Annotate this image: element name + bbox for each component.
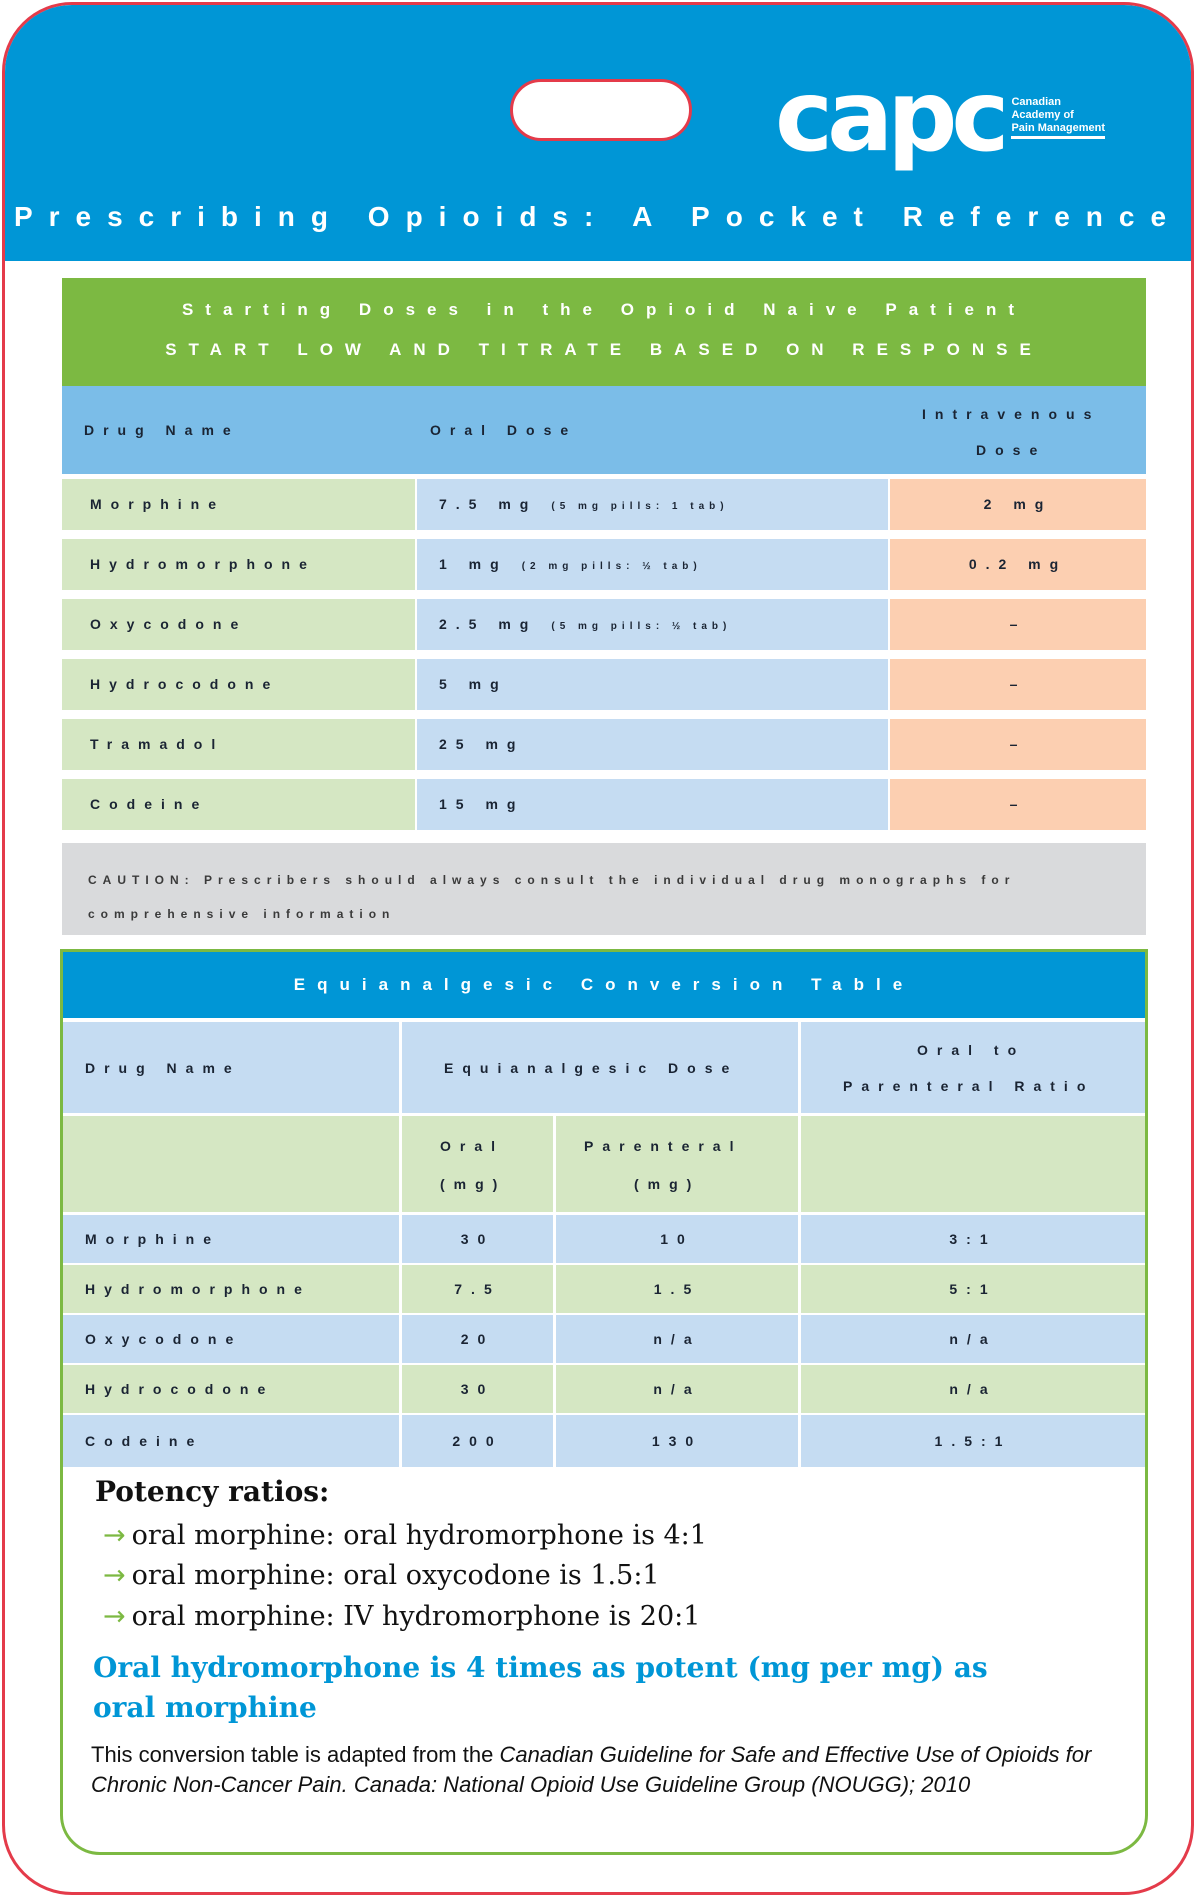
arrow-right-icon: →: [103, 1520, 126, 1551]
source-footnote: [91, 1740, 1131, 1800]
table-row: [62, 539, 1146, 590]
col-oral-dose: Oral Dose: [430, 422, 578, 438]
sub-parenteral-cell: [556, 1116, 798, 1212]
arrow-right-icon: →: [103, 1560, 126, 1591]
capc-logo: [775, 60, 1105, 174]
oral-mg: 30: [460, 1381, 495, 1397]
potency-item: [103, 1601, 700, 1632]
col-drug-name: Drug Name: [84, 422, 240, 438]
col-equianalgesic-cell: [402, 1022, 798, 1113]
col-drug-name-cell: [63, 1022, 399, 1113]
drug-name: Oxycodone: [85, 1331, 243, 1347]
potency-item-text: oral morphine: oral oxycodone is 1.5:1: [131, 1560, 660, 1591]
footnote-text: This conversion table is adapted from the: [91, 1742, 500, 1767]
card-title: Prescribing Opioids: A Pocket Reference: [13, 201, 1183, 232]
parenteral-mg: 130: [651, 1433, 703, 1449]
subheader-empty-cell: [801, 1116, 1145, 1212]
oral-mg: 30: [460, 1231, 495, 1247]
potency-item: [103, 1560, 660, 1591]
ratio: n/a: [949, 1381, 997, 1397]
starting-doses-header: [62, 386, 1146, 474]
sub-parenteral-unit: (mg): [634, 1176, 701, 1192]
oral-dose: 7.5 mg: [439, 496, 538, 512]
col-ratio-cell: [801, 1022, 1145, 1113]
ratio: 1.5:1: [934, 1433, 1012, 1449]
parenteral-mg: n/a: [653, 1381, 701, 1397]
logo-subtitle: Canadian Academy of Pain Management: [1011, 96, 1105, 139]
col-equianalgesic-dose: Equianalgesic Dose: [444, 1060, 739, 1076]
drug-name: Hydrocodone: [90, 676, 280, 692]
conversion-table-title: Equianalgesic Conversion Table: [63, 952, 1145, 1018]
col-ratio-line1: Oral to: [917, 1042, 1026, 1058]
arrow-right-icon: →: [103, 1601, 126, 1632]
iv-dose: –: [1009, 736, 1027, 752]
drug-name: Tramadol: [90, 736, 225, 752]
oral-dose: 5 mg: [439, 676, 508, 692]
oral-dose: 2.5 mg: [439, 616, 538, 632]
col-iv-dose-line1: Intravenous: [922, 406, 1101, 422]
potency-heading: Potency ratios:: [95, 1475, 330, 1508]
col-drug-name: Drug Name: [85, 1060, 241, 1076]
col-iv-dose-line2: Dose: [976, 442, 1047, 458]
oral-mg: 200: [452, 1433, 503, 1449]
table-row: [62, 479, 1146, 530]
oral-dose-note: (5 mg pills: ½ tab): [551, 621, 732, 632]
drug-name: Hydromorphone: [90, 556, 316, 572]
col-ratio-line2: Parenteral Ratio: [843, 1078, 1095, 1094]
ratio: 5:1: [949, 1281, 997, 1297]
oral-dose-note: (5 mg pills: 1 tab): [551, 501, 729, 512]
iv-dose: 2 mg: [983, 496, 1053, 512]
caution-note: CAUTION: Prescribers should always consult the individual drug monographs for comprehensive information: [62, 843, 1146, 935]
potency-item-text: oral morphine: IV hydromorphone is 20:1: [131, 1601, 701, 1632]
potency-item-text: oral morphine: oral hydromorphone is 4:1: [131, 1520, 707, 1551]
potency-item: [103, 1520, 707, 1551]
starting-doses-banner: [62, 278, 1146, 386]
iv-dose: –: [1009, 676, 1027, 692]
drug-name: Hydrocodone: [85, 1381, 275, 1397]
subheader-empty-cell: [63, 1116, 399, 1212]
oral-dose: 1 mg: [439, 556, 508, 572]
drug-name: Oxycodone: [90, 616, 248, 632]
table-row: [63, 1215, 1145, 1263]
oral-dose-note: (2 mg pills: ½ tab): [521, 561, 702, 572]
banner-line-1: Starting Doses in the Opioid Naive Patient: [181, 300, 1027, 319]
banner-line-2: START LOW AND TITRATE BASED ON RESPONSE: [165, 340, 1043, 359]
table-row: [63, 1315, 1145, 1363]
table-row: [62, 719, 1146, 770]
sub-oral-cell: [402, 1116, 553, 1212]
table-row: [63, 1265, 1145, 1313]
drug-name: Codeine: [85, 1433, 204, 1449]
oral-mg: 20: [460, 1331, 495, 1347]
parenteral-mg: 10: [660, 1231, 694, 1247]
footnote-citation: Canadian Guideline for Safe and Effective Use of Opioids for Chronic Non-Cancer Pain. Canada: National Opioid Use Guideline Group (NOUGG); 2010: [91, 1742, 1092, 1797]
drug-name: Codeine: [90, 796, 209, 812]
table-row: [62, 659, 1146, 710]
drug-name: Morphine: [85, 1231, 220, 1247]
oral-mg: 7.5: [454, 1281, 501, 1297]
iv-dose: –: [1009, 616, 1027, 632]
oral-dose: 25 mg: [439, 736, 525, 752]
table-row: [63, 1415, 1145, 1467]
ratio: 3:1: [949, 1231, 997, 1247]
pocket-reference-card: [2, 2, 1194, 1895]
sub-parenteral-label: Parenteral: [584, 1138, 743, 1154]
drug-name: Morphine: [90, 496, 225, 512]
parenteral-mg: 1.5: [653, 1281, 701, 1297]
logo-wordmark: capc: [775, 60, 1004, 174]
sub-oral-label: Oral: [440, 1138, 505, 1154]
header-band: [5, 5, 1191, 261]
sub-oral-unit: (mg): [440, 1176, 507, 1192]
parenteral-mg: n/a: [653, 1331, 701, 1347]
oral-dose: 15 mg: [439, 796, 525, 812]
iv-dose: –: [1009, 796, 1027, 812]
lanyard-slot: [510, 79, 692, 141]
potency-highlight: Oral hydromorphone is 4 times as potent (mg per mg) as oral morphine: [93, 1651, 988, 1724]
iv-dose: 0.2 mg: [968, 556, 1068, 572]
table-row: [62, 779, 1146, 830]
ratio: n/a: [949, 1331, 997, 1347]
table-row: [63, 1365, 1145, 1413]
table-row: [62, 599, 1146, 650]
drug-name: Hydromorphone: [85, 1281, 311, 1297]
